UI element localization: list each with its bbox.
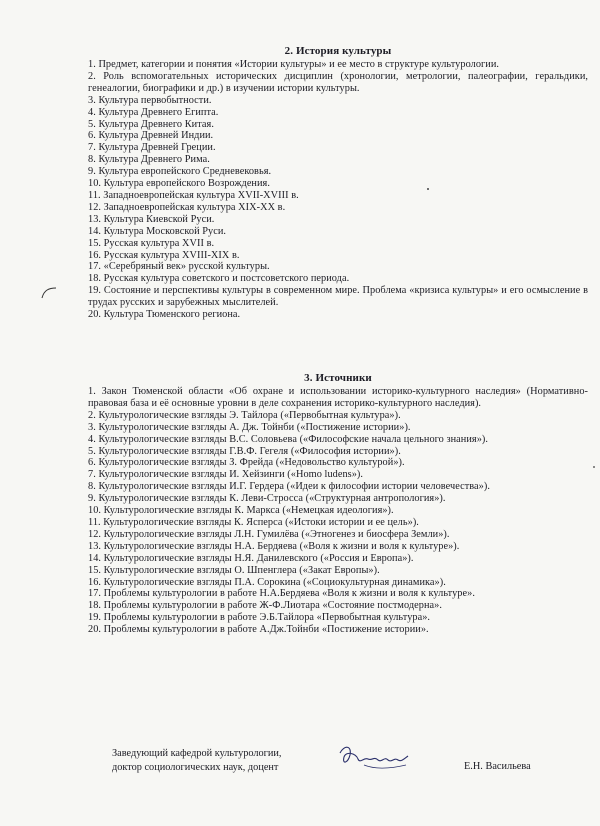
list-item: 19. Состояние и перспективы культуры в современном мире. Проблема «кризиса культуры» и его осмысление в трудах русских и зарубежных мыслителей. <box>88 285 588 309</box>
position-line: Заведующий кафедрой культурологии, <box>112 748 282 759</box>
signatory-name: Е.Н. Васильева <box>464 761 531 772</box>
list-item: 15. Русская культура XVII в. <box>88 237 215 249</box>
list-item: 7. Культура Древней Греции. <box>88 142 216 154</box>
handwritten-signature <box>334 739 414 779</box>
list-item: 12. Западноевропейская культура XIX-XX в. <box>88 201 286 213</box>
list-item: 11. Культурологические взгляды К. Ясперса («Истоки истории и ее цель»). <box>88 516 419 528</box>
list-item: 16. Культурологические взгляды П.А. Сорокина («Социокультурная динамика»). <box>88 576 446 588</box>
section-title: 2. История культуры <box>284 45 392 57</box>
list-item: 2. Роль вспомогательных исторических дисциплин (хронологии, метрологии, палеографии, геральдики, генеалогии, биографики и др.) в изучении истории культуры. <box>88 70 588 94</box>
signatory-position <box>112 747 282 775</box>
list-item: 14. Культурологические взгляды Н.Я. Данилевского («Россия и Европа»). <box>88 552 414 564</box>
list-item: 1. Предмет, категории и понятия «Истории культуры» и ее место в структуре культурологии. <box>88 59 500 70</box>
list-item: 17. Проблемы культурологии в работе Н.А.Бердяева «Воля к жизни и воля к культуре». <box>88 588 475 600</box>
list-item: 8. Культура Древнего Рима. <box>88 154 210 166</box>
list-item: 13. Культурологические взгляды Н.А. Бердяева («Воля к жизни и воля к культуре»). <box>88 540 460 552</box>
margin-mark <box>40 286 58 300</box>
list-item: 10. Культура европейского Возрождения. <box>88 178 270 190</box>
list-item: 4. Культурологические взгляды B.C. Соловьева («Философские начала цельного знания»). <box>88 433 489 445</box>
list-item: 5. Культурологические взгляды Г.В.Ф. Гегеля («Философия истории»). <box>88 445 401 457</box>
signature-block <box>112 747 582 797</box>
list-item: 4. Культура Древнего Египта. <box>88 106 219 118</box>
speck <box>593 466 595 468</box>
source-list <box>88 386 588 636</box>
list-item: 3. Культурологические взгляды А. Дж. Тойнби («Постижение истории»). <box>88 421 411 433</box>
list-item: 7. Культурологические взгляды И. Хейзинги («Homo ludens»). <box>88 469 364 481</box>
list-item: 9. Культурологические взгляды К. Леви-Стросса («Структурная антропология»). <box>88 493 446 505</box>
list-item: 3. Культура первобытности. <box>88 94 212 106</box>
position-line: доктор социологических наук, доцент <box>112 762 279 773</box>
list-item: 1. Закон Тюменской области «Об охране и использовании историко-культурного наследия» (Нормативно-правовая база и её основные уровни в деле сохранения историко-культурного наследия). <box>88 386 588 409</box>
section-history-of-culture <box>88 44 588 321</box>
section-sources <box>88 371 588 636</box>
topic-list <box>88 59 588 321</box>
list-item: 12. Культурологические взгляды Л.Н. Гумилёва («Этногенез и биосфера Земли»). <box>88 528 450 540</box>
list-item: 19. Проблемы культурологии в работе Э.Б.Тайлора «Первобытная культура». <box>88 612 431 624</box>
list-item: 20. Культура Тюменского региона. <box>88 309 241 321</box>
list-item: 10. Культурологические взгляды К. Маркса («Немецкая идеология»). <box>88 505 394 517</box>
list-item: 6. Культурологические взгляды З. Фрейда («Недовольство культурой»). <box>88 457 405 469</box>
list-item: 6. Культура Древней Индии. <box>88 130 214 142</box>
list-item: 11. Западноевропейская культура XVII-XVIII в. <box>88 189 299 201</box>
section-title: 3. Источники <box>304 372 372 384</box>
list-item: 17. «Серебряный век» русской культуры. <box>88 261 270 273</box>
list-item: 8. Культурологические взгляды И.Г. Гердера («Идеи к философии истории человечества»). <box>88 481 490 493</box>
list-item: 2. Культурологические взгляды Э. Тайлора («Первобытная культура»). <box>88 409 401 421</box>
list-item: 5. Культура Древнего Китая. <box>88 118 214 130</box>
list-item: 13. Культура Киевской Руси. <box>88 213 215 225</box>
list-item: 14. Культура Московской Руси. <box>88 225 227 237</box>
list-item: 18. Проблемы культурологии в работе Ж-Ф.Лиотара «Состояние постмодерна». <box>88 600 442 612</box>
list-item: 16. Русская культура XVIII-XIX в. <box>88 249 240 261</box>
list-item: 9. Культура европейского Средневековья. <box>88 166 272 178</box>
list-item: 15. Культурологические взгляды О. Шпенглера («Закат Европы»). <box>88 564 380 576</box>
list-item: 18. Русская культура советского и постсоветского периода. <box>88 273 350 285</box>
list-item: 20. Проблемы культурологии в работе А.Дж.Тойнби «Постижение истории». <box>88 624 429 636</box>
